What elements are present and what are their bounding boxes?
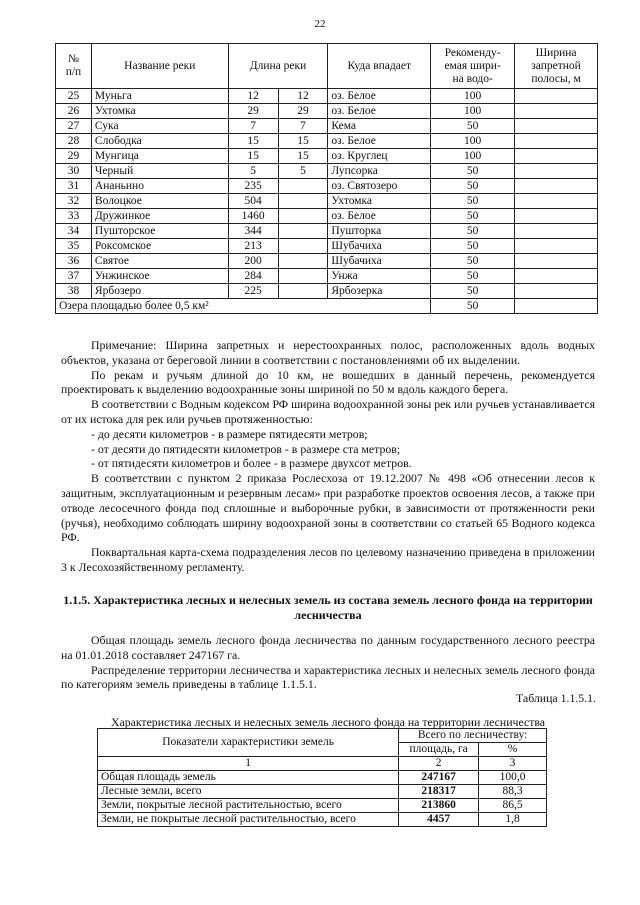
cell-width xyxy=(515,224,598,239)
section-text xyxy=(61,633,595,692)
table-row xyxy=(56,164,598,179)
table-row xyxy=(56,119,598,134)
cell-mouth: Шубачиха xyxy=(328,239,431,254)
cell-area: 218317 xyxy=(399,785,479,799)
cell-pct: 86,5 xyxy=(479,799,547,813)
cell-mouth: оз. Круглец xyxy=(328,149,431,164)
cell-recommended: 50 xyxy=(431,284,515,299)
cell-width xyxy=(515,284,598,299)
cell-width xyxy=(515,104,598,119)
cell-width xyxy=(515,209,598,224)
cell-recommended: 50 xyxy=(431,164,515,179)
cell-length-2 xyxy=(278,179,328,194)
cell-num: 27 xyxy=(56,119,92,134)
cell-river-name: Ухтомка xyxy=(91,104,228,119)
cell-num: 30 xyxy=(56,164,92,179)
water-protection-text xyxy=(61,338,595,575)
cell-mouth: оз. Белое xyxy=(328,134,431,149)
table-row xyxy=(56,194,598,209)
cell-indicator: Земли, не покрытые лесной растительностью, всего xyxy=(98,813,399,827)
cell-river-name: Слободка xyxy=(91,134,228,149)
cell-indicator: Земли, покрытые лесной растительностью, всего xyxy=(98,799,399,813)
cell-length-2 xyxy=(278,254,328,269)
cell-river-name: Муньга xyxy=(91,89,228,104)
cell-length-1: 504 xyxy=(228,194,278,209)
cell-recommended: 50 xyxy=(431,269,515,284)
cell-length-1: 15 xyxy=(228,134,278,149)
cell-width xyxy=(515,239,598,254)
cell-length-1: 15 xyxy=(228,149,278,164)
cell-recommended: 100 xyxy=(431,149,515,164)
paragraph: Поквартальная карта-схема подразделения лесов по целевому назначению приведена в приложении 3 к Лесохозяйственному регламенту. xyxy=(61,545,595,574)
cell-river-name: Роксомское xyxy=(91,239,228,254)
cell-width xyxy=(515,149,598,164)
cell-recommended: 50 xyxy=(431,239,515,254)
table-row xyxy=(56,209,598,224)
header-total: Всего по лесничеству: xyxy=(399,729,547,743)
table-row xyxy=(56,254,598,269)
cell-width xyxy=(515,194,598,209)
header-width-line: полосы, м xyxy=(531,72,581,85)
cell-length-1: 12 xyxy=(228,89,278,104)
header-num-line: № xyxy=(67,53,79,65)
cell-mouth: Ухтомка xyxy=(328,194,431,209)
cell-width xyxy=(515,119,598,134)
cell-length-1: 7 xyxy=(228,119,278,134)
cell-mouth: оз. Белое xyxy=(328,209,431,224)
paragraph: По рекам и ручьям длиной до 10 км, не вошедших в данный перечень, рекомендуется проектировать к выделению водоохранные зоны шириной по 50 м вдоль каждого берега. xyxy=(61,367,595,397)
cell-num: 29 xyxy=(56,149,92,164)
cell-length-2: 7 xyxy=(278,119,328,134)
cell-river-name: Волоцкое xyxy=(91,194,228,209)
cell-num: 26 xyxy=(56,104,92,119)
cell-length-1: 5 xyxy=(228,164,278,179)
cell-recommended: 100 xyxy=(431,104,515,119)
cell-num: 25 xyxy=(56,89,92,104)
cell-length-2: 12 xyxy=(278,89,328,104)
list-item: - до десяти километров - в размере пятидесяти метров; xyxy=(91,426,368,441)
cell-length-2 xyxy=(278,224,328,239)
table-row xyxy=(56,149,598,164)
footer-rec: 50 xyxy=(431,299,515,314)
cell-num: 31 xyxy=(56,179,92,194)
cell-recommended: 50 xyxy=(431,224,515,239)
cell-mouth: Шубачиха xyxy=(328,254,431,269)
table-row xyxy=(56,179,598,194)
cell-width xyxy=(515,164,598,179)
land-header-row xyxy=(98,729,547,743)
cell-length-1: 235 xyxy=(228,179,278,194)
list-item: - от десяти до пятидесяти километров - в размере ста метров; xyxy=(91,441,401,456)
footer-width xyxy=(515,299,598,314)
header-recommended xyxy=(431,44,515,89)
list-item: - от пятидесяти километров и более - в размере двухсот метров. xyxy=(91,456,412,471)
cell-recommended: 50 xyxy=(431,209,515,224)
cell-mouth: Унжа xyxy=(328,269,431,284)
header-width xyxy=(515,44,598,89)
col-num: 3 xyxy=(479,757,547,771)
table-row xyxy=(98,813,547,827)
table-row xyxy=(56,269,598,284)
cell-width xyxy=(515,269,598,284)
cell-mouth: Ярбозерка xyxy=(328,284,431,299)
cell-length-1: 225 xyxy=(228,284,278,299)
cell-num: 33 xyxy=(56,209,92,224)
cell-length-2: 5 xyxy=(278,164,328,179)
cell-indicator: Лесные земли, всего xyxy=(98,785,399,799)
cell-mouth: Пушторка xyxy=(328,224,431,239)
cell-length-2 xyxy=(278,209,328,224)
cell-river-name: Черный xyxy=(91,164,228,179)
cell-recommended: 100 xyxy=(431,134,515,149)
table-number: Таблица 1.1.5.1. xyxy=(516,691,596,705)
cell-num: 35 xyxy=(56,239,92,254)
cell-recommended: 50 xyxy=(431,119,515,134)
land-table xyxy=(97,728,547,827)
cell-river-name: Дружинкое xyxy=(91,209,228,224)
table-row xyxy=(56,224,598,239)
cell-length-1: 344 xyxy=(228,224,278,239)
cell-length-2 xyxy=(278,269,328,284)
cell-river-name: Ярбозеро xyxy=(91,284,228,299)
rivers-table xyxy=(55,43,598,314)
cell-length-2: 15 xyxy=(278,134,328,149)
table-caption: Характеристика лесных и нелесных земель лесного фонда на территории лесничества xyxy=(110,715,546,729)
cell-mouth: Лупсорка xyxy=(328,164,431,179)
cell-num: 38 xyxy=(56,284,92,299)
table-row xyxy=(98,771,547,785)
cell-length-1: 29 xyxy=(228,104,278,119)
header-mouth: Куда впадает xyxy=(328,44,431,89)
cell-num: 36 xyxy=(56,254,92,269)
cell-length-1: 200 xyxy=(228,254,278,269)
cell-pct: 88,3 xyxy=(479,785,547,799)
paragraph: Распределение территории лесничества и характеристика лесных и нелесных земель лесного фонда по категориям земель приведены в таблице 1.1.5.1. xyxy=(61,662,595,692)
header-indicator: Показатели характеристики земель xyxy=(98,729,399,757)
cell-width xyxy=(515,254,598,269)
header-rec-line: на водо- xyxy=(452,72,493,85)
cell-num: 37 xyxy=(56,269,92,284)
section-heading: 1.1.5. Характеристика лесных и нелесных земель из состава земель лесного фонда на территории лесничества xyxy=(63,593,593,622)
cell-river-name: Мунгица xyxy=(91,149,228,164)
paragraph: В соответствии с Водным кодексом РФ ширина водоохранной зоны рек или ручьев устанавливается от их истока для рек или ручьев протяженностью: xyxy=(61,397,595,426)
header-rec-line: емая шири- xyxy=(444,59,501,72)
paragraph: В соответствии с пунктом 2 приказа Рослесхоза от 19.12.2007 № 498 «Об отнесении лесов к защитным, эксплуатационным и резервным лесам» при разработке проектов освоения лесов, а также при отводе лесосечного фонда под сплошные и выборочные рубки, в зависимости от протяженности реки (ручья), необходимо соблюдать ширину водоохраной зоны в соответствии со статьей 65 Водного кодекса РФ. xyxy=(61,471,595,545)
cell-area: 247167 xyxy=(399,771,479,785)
header-num xyxy=(56,44,92,89)
note-paragraph: Примечание: Ширина запретных и нерестоохранных полос, расположенных вдоль водных объектов, указана от береговой линии в соответствии с постановлениями об их выделении. xyxy=(61,338,595,367)
col-num: 2 xyxy=(399,757,479,771)
cell-num: 34 xyxy=(56,224,92,239)
paragraph: Общая площадь земель лесного фонда лесничества по данным государственного лесного реестра на 01.01.2018 составляет 247167 га. xyxy=(61,633,595,662)
cell-length-1: 213 xyxy=(228,239,278,254)
cell-indicator: Общая площадь земель xyxy=(98,771,399,785)
rivers-footer-row xyxy=(56,299,598,314)
cell-recommended: 50 xyxy=(431,194,515,209)
cell-recommended: 50 xyxy=(431,254,515,269)
table-row xyxy=(56,239,598,254)
cell-river-name: Святое xyxy=(91,254,228,269)
table-row xyxy=(98,799,547,813)
table-row xyxy=(56,89,598,104)
cell-river-name: Сука xyxy=(91,119,228,134)
rivers-header-row xyxy=(56,44,598,89)
header-width-line: Ширина xyxy=(535,46,577,59)
cell-width xyxy=(515,179,598,194)
cell-length-1: 1460 xyxy=(228,209,278,224)
cell-mouth: оз. Белое xyxy=(328,89,431,104)
footer-label: Озера площадью более 0,5 км² xyxy=(56,299,431,314)
cell-river-name: Унжинское xyxy=(91,269,228,284)
header-name: Название реки xyxy=(91,44,228,89)
cell-length-2: 15 xyxy=(278,149,328,164)
table-row xyxy=(98,785,547,799)
table-row xyxy=(56,134,598,149)
cell-mouth: оз. Святозеро xyxy=(328,179,431,194)
header-pct: % xyxy=(479,743,547,757)
cell-length-2 xyxy=(278,284,328,299)
cell-pct: 1,8 xyxy=(479,813,547,827)
land-colnum-row xyxy=(98,757,547,771)
cell-mouth: оз. Белое xyxy=(328,104,431,119)
cell-num: 32 xyxy=(56,194,92,209)
header-width-line: запретной xyxy=(531,59,581,72)
cell-area: 4457 xyxy=(399,813,479,827)
cell-area: 213860 xyxy=(399,799,479,813)
cell-num: 28 xyxy=(56,134,92,149)
cell-pct: 100,0 xyxy=(479,771,547,785)
cell-recommended: 100 xyxy=(431,89,515,104)
cell-river-name: Ананьино xyxy=(91,179,228,194)
cell-mouth: Кема xyxy=(328,119,431,134)
cell-length-2 xyxy=(278,239,328,254)
cell-width xyxy=(515,89,598,104)
cell-length-2 xyxy=(278,194,328,209)
cell-recommended: 50 xyxy=(431,179,515,194)
cell-length-1: 284 xyxy=(228,269,278,284)
cell-river-name: Пушторское xyxy=(91,224,228,239)
rivers-table-body xyxy=(56,89,598,299)
table-row xyxy=(56,284,598,299)
page-number: 22 xyxy=(314,18,326,30)
table-row xyxy=(56,104,598,119)
cell-length-2: 29 xyxy=(278,104,328,119)
header-area: площадь, га xyxy=(399,743,479,757)
header-rec-line: Рекоменду- xyxy=(444,46,501,59)
header-length: Длина реки xyxy=(228,44,328,89)
land-table-body xyxy=(98,771,547,827)
cell-width xyxy=(515,134,598,149)
header-num-line: п/п xyxy=(65,66,82,78)
col-num: 1 xyxy=(98,757,399,771)
